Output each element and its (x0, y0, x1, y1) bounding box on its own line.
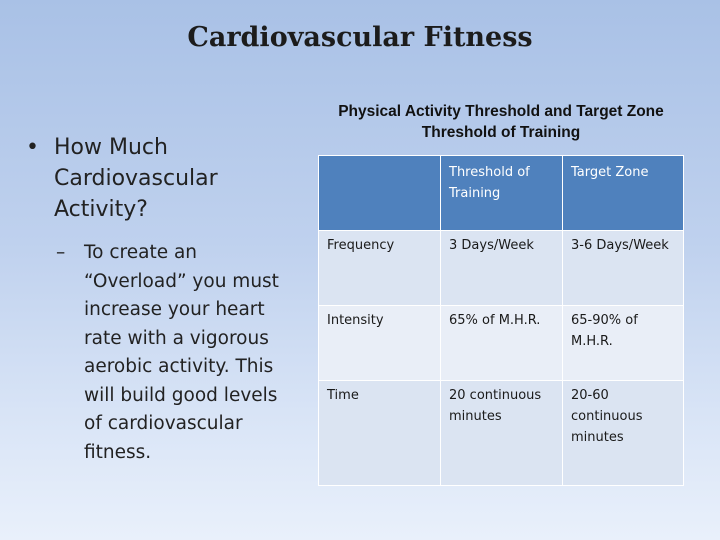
table-row (319, 381, 684, 486)
bullet-item (26, 132, 296, 225)
table-row (319, 306, 684, 381)
dash-icon: – (56, 242, 66, 263)
table-cell: 3-6 Days/Week (563, 231, 684, 306)
table-caption: Physical Activity Threshold and Target Zone Threshold of Training (338, 103, 664, 141)
row-label: Intensity (319, 306, 441, 381)
table-header-row (319, 156, 684, 231)
row-label: Frequency (319, 231, 441, 306)
table-cell: 65-90% of M.H.R. (563, 306, 684, 381)
bullet-list (26, 132, 296, 467)
table-cell: 3 Days/Week (441, 231, 563, 306)
table-row (319, 231, 684, 306)
table-cell: 20 continuous minutes (441, 381, 563, 486)
sub-bullet-text: To create an “Overload” you must increase your heart rate with a vigorous aerobic activity. This will build good levels of cardiovascular fitness. (84, 242, 279, 463)
header-cell-empty (319, 156, 441, 231)
row-label: Time (319, 381, 441, 486)
slide-title: Cardiovascular Fitness (187, 22, 533, 53)
table-cell: 20-60 continuous minutes (563, 381, 684, 486)
training-table (318, 155, 684, 486)
table-cell: 65% of M.H.R. (441, 306, 563, 381)
sub-bullet-item (56, 239, 296, 467)
bullet-text: How Much Cardiovascular Activity? (54, 135, 218, 222)
header-cell-threshold: Threshold of Training (441, 156, 563, 231)
bullet-dot-icon: • (26, 135, 39, 160)
header-cell-target-zone: Target Zone (563, 156, 684, 231)
